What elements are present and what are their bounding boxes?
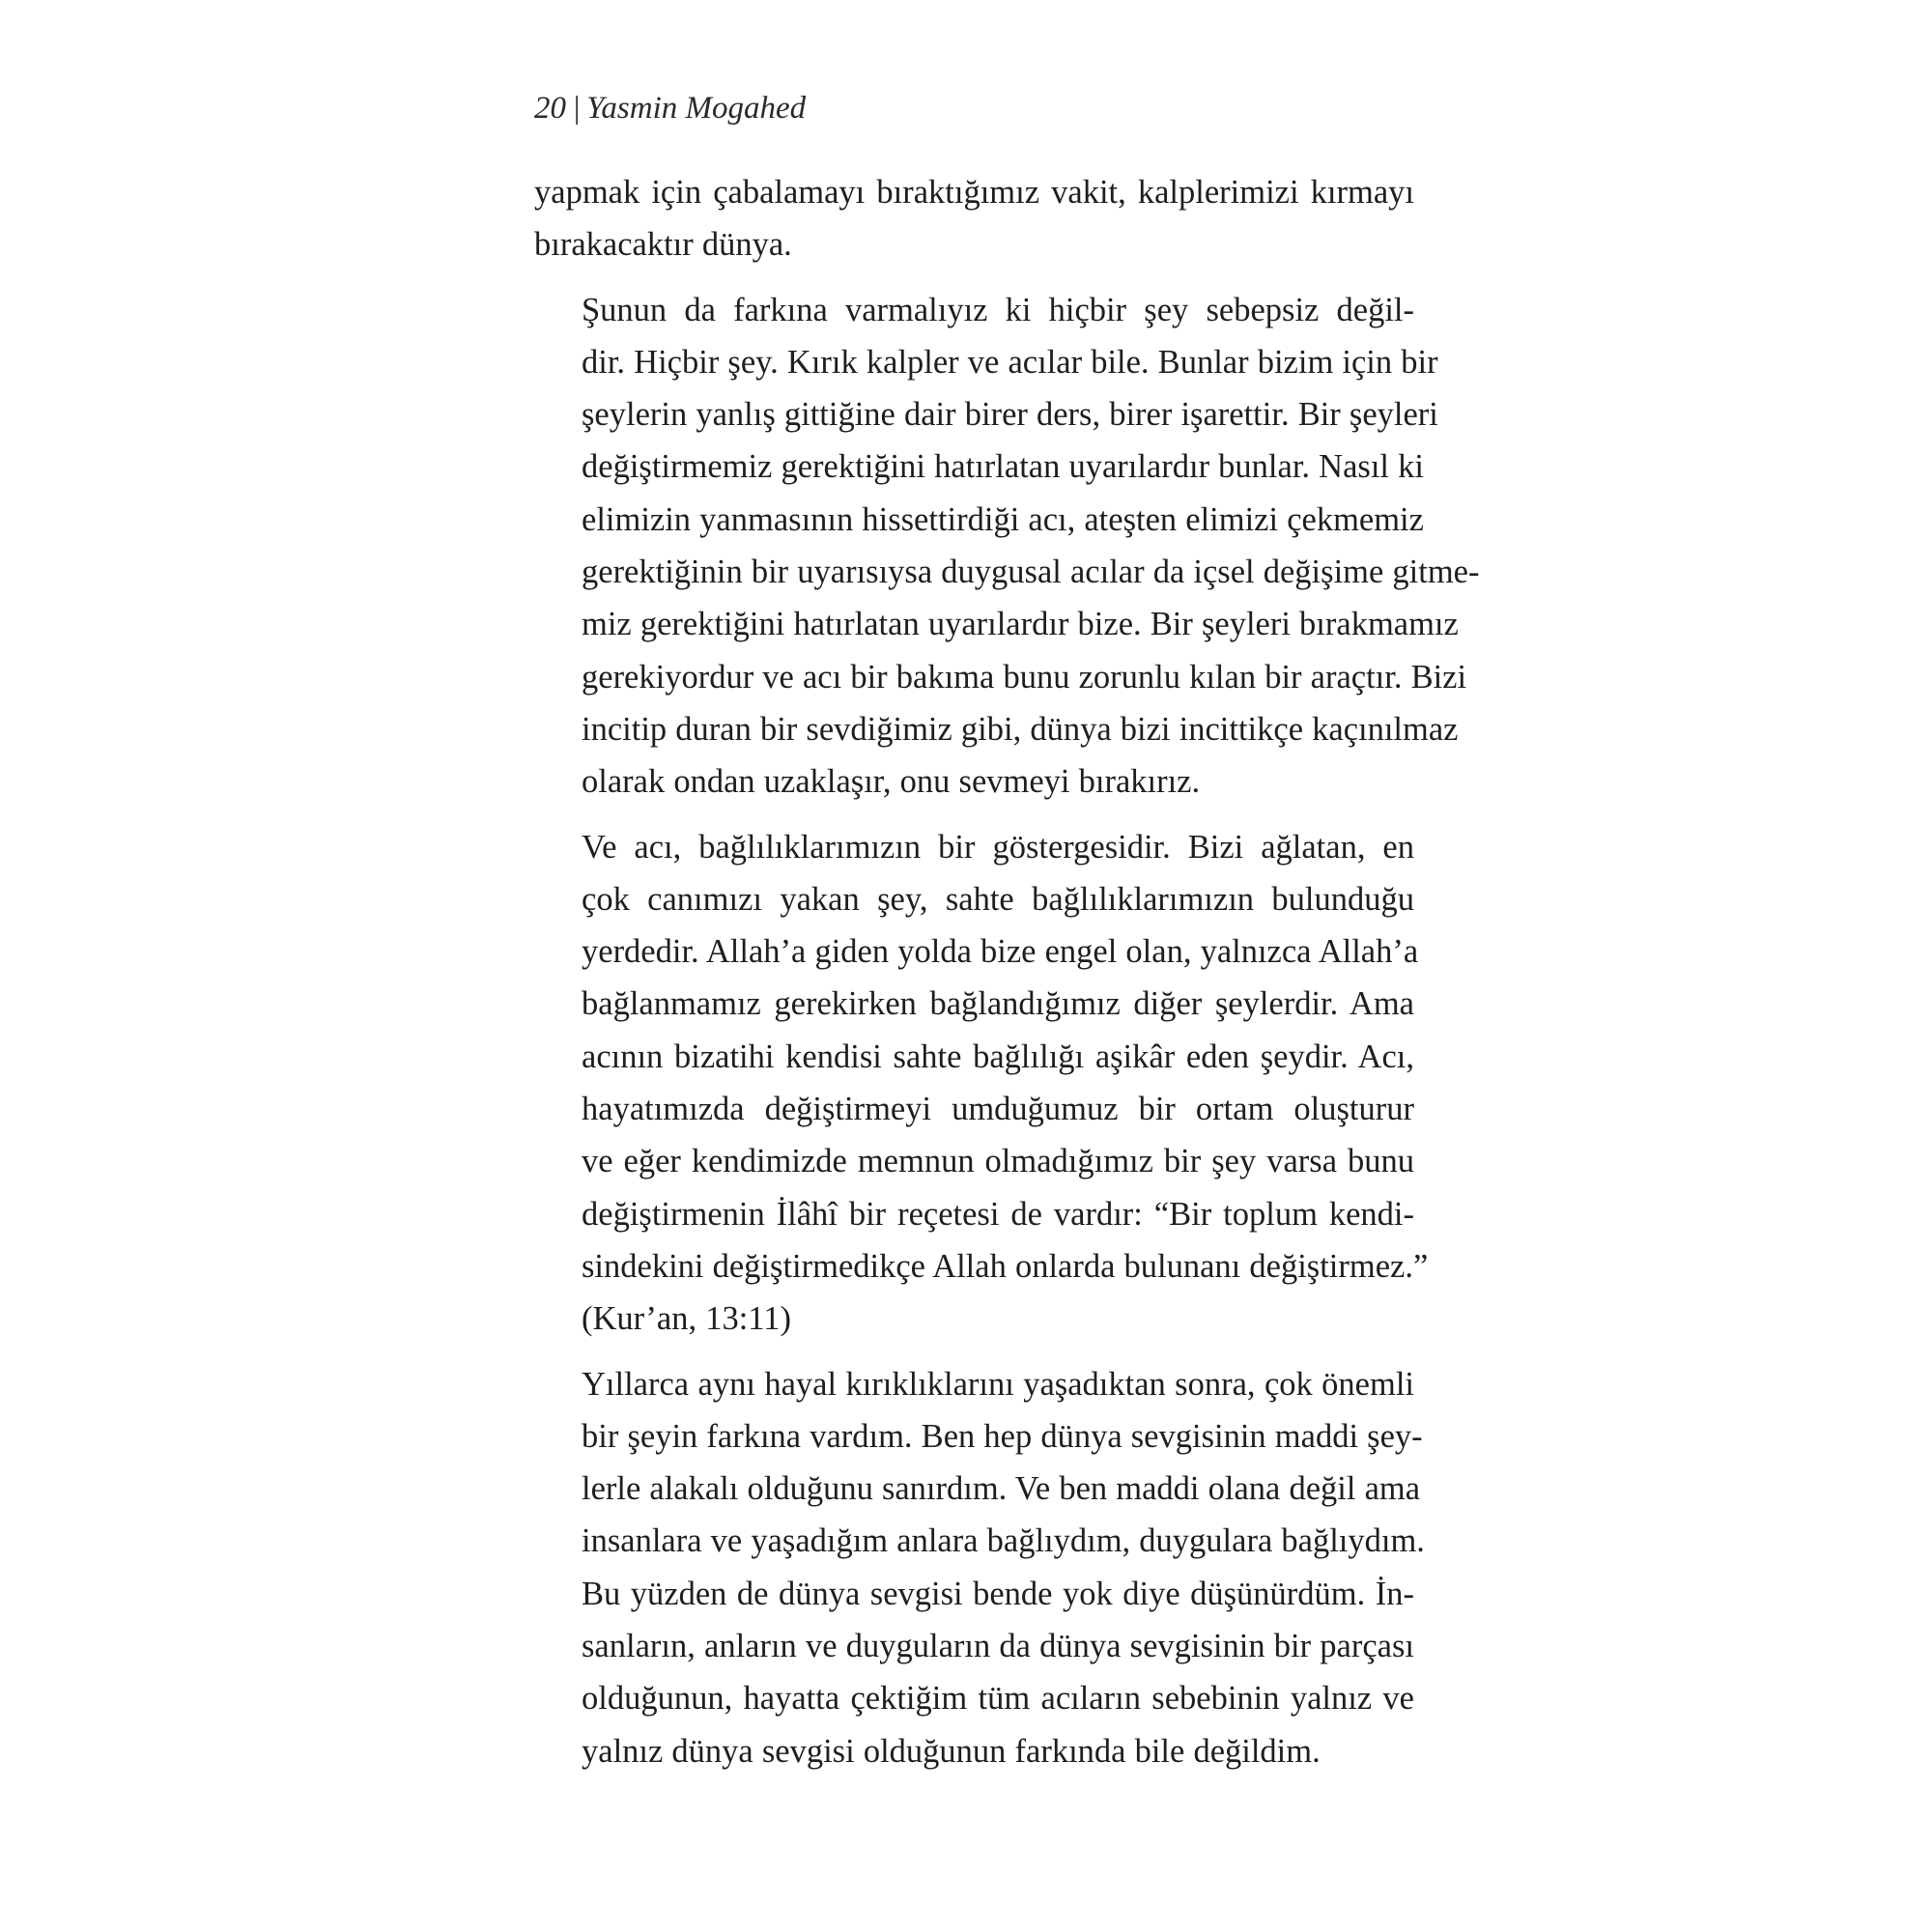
text-line: Şunun da farkına varmalıyız ki hiçbir şey sebepsiz değil- xyxy=(582,291,1414,328)
text-line: bir şeyin farkına vardım. Ben hep dünya sevgisinin maddi şey- xyxy=(582,1417,1423,1455)
paragraph xyxy=(534,284,1480,809)
text-line: ve eğer kendimizde memnun olmadığımız bir şey varsa bunu xyxy=(582,1143,1414,1180)
text-line: gerekiyordur ve acı bir bakıma bunu zorunlu kılan bir araçtır. Bizi xyxy=(582,658,1467,696)
text-line: lerle alakalı olduğunu sanırdım. Ve ben maddi olana değil ama xyxy=(582,1470,1421,1508)
text-line: olduğunun, hayatta çektiğim tüm acıların sebebinin yalnız ve xyxy=(582,1680,1414,1718)
paragraph xyxy=(534,1358,1425,1777)
running-head xyxy=(534,89,1414,128)
body-text xyxy=(534,166,1480,1777)
text-line: Bu yüzden de dünya sevgisi bende yok diye düşünürdüm. İn- xyxy=(582,1575,1414,1612)
text-line: dir. Hiçbir şey. Kırık kalpler ve acılar bile. Bunlar bizim için bir xyxy=(582,343,1438,381)
author-name: Yasmin Mogahed xyxy=(586,91,807,126)
paragraph xyxy=(534,166,1414,271)
paragraph xyxy=(534,821,1429,1346)
text-line: incitip duran bir sevdiğimiz gibi, dünya bizi incittikçe kaçınılmaz xyxy=(582,710,1459,748)
text-line: değiştirmemiz gerektiğini hatırlatan uyarılardır bunlar. Nasıl ki xyxy=(582,448,1424,486)
text-line: miz gerektiğini hatırlatan uyarılardır bize. Bir şeyleri bırakmamız xyxy=(582,606,1459,643)
text-line: bağlanmamız gerekirken bağlandığımız diğer şeylerdir. Ama xyxy=(582,985,1414,1023)
text-line: bırakacaktır dünya. xyxy=(534,226,792,264)
text-line: değiştirmenin İlâhî bir reçetesi de vardır: “Bir toplum kendi- xyxy=(582,1195,1414,1233)
header-separator: | xyxy=(572,91,582,126)
text-line: sindekini değiştirmedikçe Allah onlarda bulunanı değiştirmez.” xyxy=(582,1247,1429,1285)
text-line: hayatımızda değiştirmeyi umduğumuz bir ortam oluşturur xyxy=(582,1091,1414,1128)
text-line: şeylerin yanlış gittiğine dair birer ders, birer işarettir. Bir şeyleri xyxy=(582,396,1438,434)
text-line: yerdedir. Allah’a giden yolda bize engel olan, yalnızca Allah’a xyxy=(582,933,1419,971)
text-line: elimizin yanmasının hissettirdiği acı, ateşten elimizi çekmemiz xyxy=(582,500,1424,538)
text-line: yapmak için çabalamayı bıraktığımız vakit, kalplerimizi kırmayı xyxy=(534,174,1414,211)
text-line: acının bizatihi kendisi sahte bağlılığı aşikâr eden şeydir. Acı, xyxy=(582,1037,1414,1075)
text-line: çok canımızı yakan şey, sahte bağlılıklarımızın bulunduğu xyxy=(582,880,1414,918)
text-line: olarak ondan uzaklaşır, onu sevmeyi bırakırız. xyxy=(582,763,1201,801)
text-line: (Kur’an, 13:11) xyxy=(582,1300,792,1338)
page-number: 20 xyxy=(534,91,566,126)
text-line: insanlara ve yaşadığım anlara bağlıydım, duygulara bağlıydım. xyxy=(582,1522,1425,1560)
text-line: gerektiğinin bir uyarısıysa duygusal acılar da içsel değişime gitme- xyxy=(582,554,1480,591)
text-line: Yıllarca aynı hayal kırıklıklarını yaşadıktan sonra, çok önemli xyxy=(582,1365,1414,1403)
book-page xyxy=(534,89,1480,1790)
text-line: yalnız dünya sevgisi olduğunun farkında bile değildim. xyxy=(582,1732,1321,1770)
text-line: Ve acı, bağlılıklarımızın bir göstergesidir. Bizi ağlatan, en xyxy=(582,828,1414,866)
text-line: sanların, anların ve duyguların da dünya sevgisinin bir parçası xyxy=(582,1628,1414,1665)
